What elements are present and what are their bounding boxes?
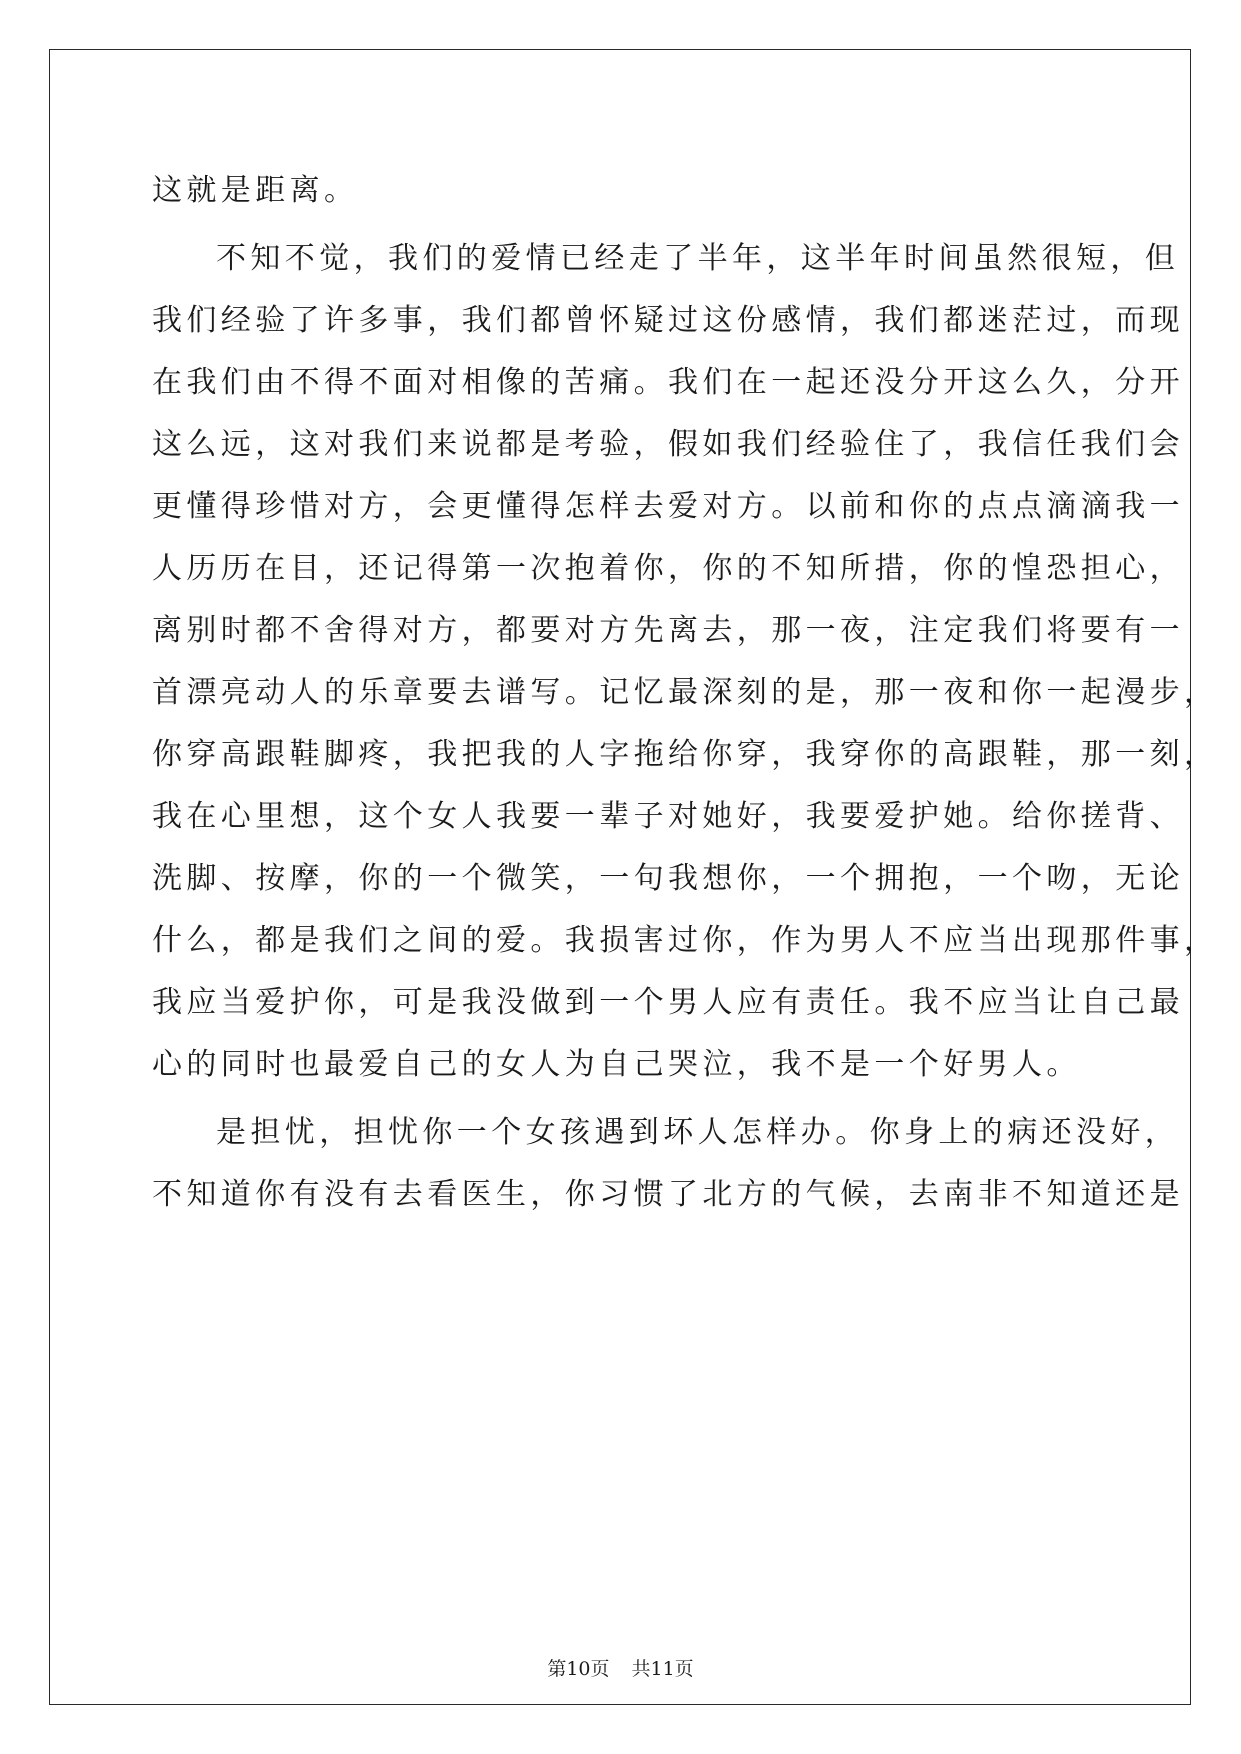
text-line: 心的同时也最爱自己的女人为自己哭泣，我不是一个好男人。 bbox=[152, 1047, 1081, 1082]
page-total: 共11页 bbox=[631, 1658, 694, 1680]
page-number: 第10页 bbox=[547, 1658, 610, 1680]
text-line: 我们经验了许多事，我们都曾怀疑过这份感情，我们都迷茫过，而现 bbox=[152, 303, 1184, 338]
text-line: 人历历在目，还记得第一次抱着你，你的不知所措，你的惶恐担心， bbox=[152, 551, 1184, 586]
text-line: 在我们由不得不面对相像的苦痛。我们在一起还没分开这么久，分开 bbox=[152, 365, 1184, 400]
paragraph-start-line: 不知不觉，我们的爱情已经走了半年，这半年时间虽然很短，但 bbox=[216, 241, 1180, 276]
text-line: 不知道你有没有去看医生，你习惯了北方的气候，去南非不知道还是 bbox=[152, 1177, 1184, 1212]
text-line: 我在心里想，这个女人我要一辈子对她好，我要爱护她。给你搓背、 bbox=[152, 799, 1184, 834]
text-line: 什么，都是我们之间的爱。我损害过你，作为男人不应当出现那件事， bbox=[152, 923, 1219, 958]
document-body bbox=[152, 160, 1219, 1226]
text-line: 这么远，这对我们来说都是考验，假如我们经验住了，我信任我们会 bbox=[152, 427, 1184, 462]
text-line: 更懂得珍惜对方，会更懂得怎样去爱对方。以前和你的点点滴滴我一 bbox=[152, 489, 1184, 524]
text-line: 你穿高跟鞋脚疼，我把我的人字拖给你穿，我穿你的高跟鞋，那一刻， bbox=[152, 737, 1219, 772]
text-line: 我应当爱护你，可是我没做到一个男人应有责任。我不应当让自己最 bbox=[152, 985, 1184, 1020]
text-line: 这就是距离。 bbox=[152, 173, 359, 208]
paragraph-start-line: 是担忧，担忧你一个女孩遇到坏人怎样办。你身上的病还没好， bbox=[216, 1115, 1180, 1150]
text-line: 洗脚、按摩，你的一个微笑，一句我想你，一个拥抱，一个吻，无论 bbox=[152, 861, 1184, 896]
page-footer bbox=[0, 1654, 1241, 1681]
text-line: 离别时都不舍得对方，都要对方先离去，那一夜，注定我们将要有一 bbox=[152, 613, 1184, 648]
text-line: 首漂亮动人的乐章要去谱写。记忆最深刻的是，那一夜和你一起漫步， bbox=[152, 675, 1219, 710]
